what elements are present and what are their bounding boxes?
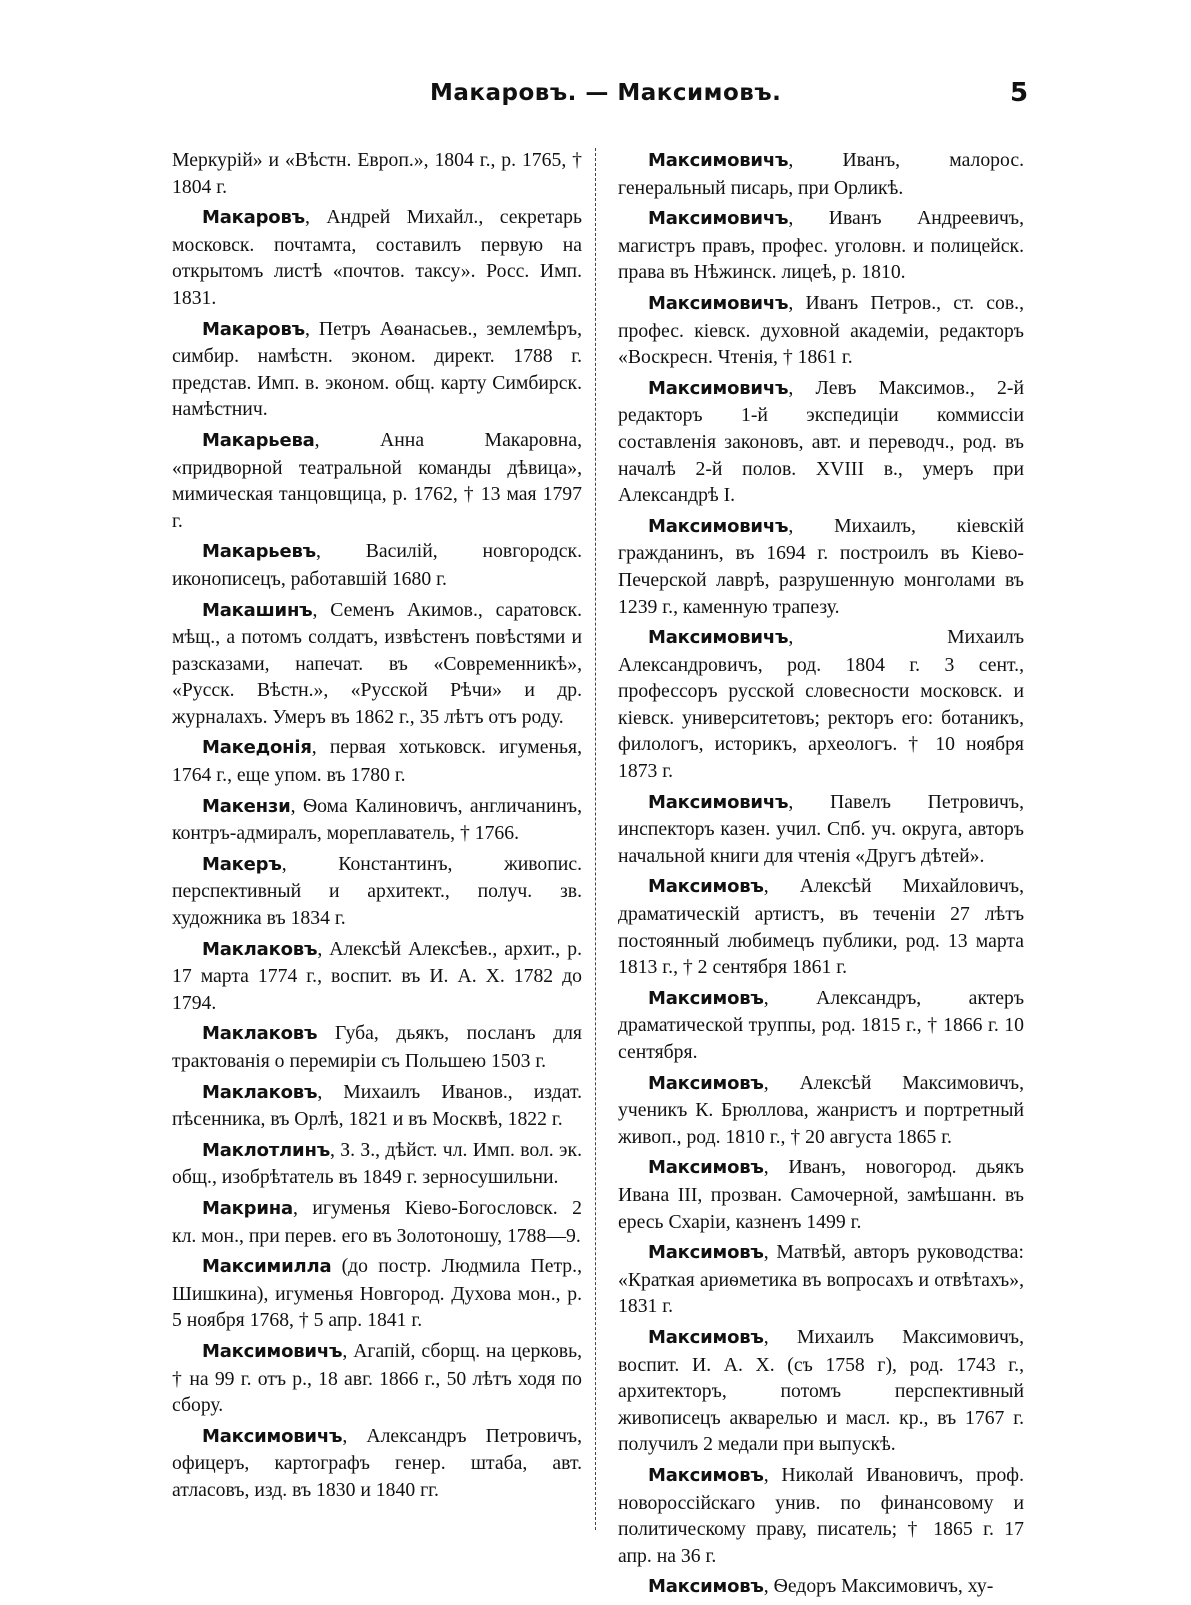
running-title: Макаровъ. — Максимовъ. [430, 80, 782, 106]
entry-headword: Максимилла [202, 1256, 332, 1278]
entry-headword: Максимовъ [648, 987, 764, 1009]
entry-headword: Максимовичъ [648, 208, 789, 230]
entry-text: , Ѳома Калиновичъ, англичанинъ, контръ-адмиралъ, мореплаватель, † 1766. [172, 794, 582, 845]
dictionary-entry [172, 597, 582, 731]
entry-text: , Михаилъ Иванов., издат. пѣсенника, въ Орлѣ, 1821 и въ Москвѣ, 1822 г. [172, 1080, 582, 1131]
entry-headword: Маклаковъ [202, 1023, 318, 1045]
entry-headword: Макарьева [202, 429, 315, 451]
entry-text: , Алексѣй Максимовичъ, ученикъ К. Брюллова, жанристъ и портретный живоп., род. 1810 г., † 20 августа 1865 г. [618, 1071, 1024, 1148]
dictionary-entry [172, 538, 582, 592]
entry-text: , Ѳедоръ Максимовичъ, ху- [763, 1575, 994, 1598]
page-header [0, 80, 1191, 120]
entry-headword: Максимовъ [648, 1464, 764, 1486]
entry-text: , Анна Макаровна, «придворной театральной команды дѣвица», мимическая танцовщица, р. 1762, † 13 мая 1797 г. [172, 428, 582, 532]
entry-text: , Иванъ, новогород. дьякъ Ивана III, прозван. Самочерной, замѣшанн. въ ересь Схаріи, казненъ 1499 г. [618, 1156, 1024, 1233]
dictionary-entry [172, 793, 582, 847]
entry-text: Губа, дьякъ, посланъ для трактованія о перемиріи съ Польшею 1503 г. [172, 1022, 582, 1072]
entry-headword: Маклотлинъ [202, 1139, 331, 1161]
dictionary-entry [172, 204, 582, 311]
column-divider [595, 148, 596, 1530]
entry-headword: Максимовъ [648, 1326, 764, 1348]
dictionary-entry [618, 513, 1024, 620]
entry-headword: Максимовичъ [648, 292, 789, 314]
entry-text: Меркурій» и «Вѣстн. Европ.», 1804 г., р. 1765, † 1804 г. [172, 149, 582, 198]
dictionary-entry [618, 624, 1024, 785]
dictionary-entry [172, 427, 582, 534]
entry-text: , Павелъ Петровичъ, инспекторъ казен. учил. Спб. уч. округа, авторъ начальной книги для чтенія «Другъ дѣтей». [618, 790, 1024, 867]
dictionary-entry [172, 1195, 582, 1249]
entry-text: , Александръ Петровичъ, офицеръ, картографъ генер. штаба, авт. атласовъ, изд. въ 1830 и 1840 гг. [172, 1424, 582, 1501]
entry-headword: Макензи [202, 795, 291, 817]
entry-headword: Макрина [202, 1197, 293, 1219]
entry-text: , Константинъ, живопис. перспективный и архитект., получ. зв. художника въ 1834 г. [172, 852, 582, 930]
entry-headword: Максимовичъ [648, 150, 789, 171]
right-column [618, 147, 1024, 1605]
entry-text: , игуменья Кіево-Богословск. 2 кл. мон., при перев. его въ Золотоношу, 1788—9. [172, 1196, 582, 1247]
entry-text: , Михаилъ Александровичъ, род. 1804 г. 3 сент., профессоръ русской словесности московск. и кіевск. университетовъ; ректоръ его: ботаникъ, филологъ, историкъ, археологъ. † 10 ноября 1873 г. [618, 626, 1024, 783]
entry-text: , Петръ Аѳанасьев., землемѣръ, симбир. намѣстн. эконом. директ. 1788 г. представ. Имп. в. эконом. общ. карту Симбирск. намѣстнич. [172, 317, 582, 421]
entry-headword: Максимовъ [648, 1157, 764, 1179]
dictionary-entry [618, 290, 1024, 371]
dictionary-entry [172, 936, 582, 1017]
dictionary-entry [618, 1573, 1024, 1601]
entry-headword: Максимовичъ [648, 627, 789, 649]
dictionary-entry [618, 1070, 1024, 1151]
entry-headword: Максимовъ [648, 1072, 764, 1094]
dictionary-entry [172, 1079, 582, 1133]
dictionary-entry [618, 1239, 1024, 1320]
entry-text: (до постр. Людмила Петр., Шишкина), игуменья Новгород. Духова мон., р. 5 ноября 1768, † 5 апр. 1841 г. [172, 1255, 582, 1332]
entry-headword: Максимовъ [648, 1576, 764, 1598]
entry-headword: Македонія [202, 737, 312, 759]
entry-headword: Максимовичъ [648, 377, 789, 399]
dictionary-entry [172, 147, 582, 200]
entry-headword: Максимовичъ [648, 515, 789, 537]
dictionary-entry [618, 985, 1024, 1066]
entry-text: , Иванъ, малорос. генеральный писарь, при Орликѣ. [618, 149, 1024, 199]
entry-headword: Максимовъ [648, 1242, 764, 1264]
entry-text: , Николай Ивановичъ, проф. новороссійскаго унив. по финансовому и политическому праву, писатель; † 1865 г. 17 апр. на 36 г. [618, 1463, 1024, 1567]
entry-headword: Максимовичъ [648, 791, 789, 813]
entry-text: , Иванъ Петров., ст. сов., профес. кіевск. духовной академіи, редакторъ «Воскресн. Чтенія, † 1861 г. [618, 291, 1024, 369]
entry-headword: Максимовъ [648, 876, 764, 898]
dictionary-entry [172, 1020, 582, 1074]
page-number: 5 [1010, 78, 1029, 108]
entry-headword: Макаровъ [202, 207, 305, 229]
dictionary-entry [618, 1324, 1024, 1458]
entry-text: , Алексѣй Михайловичъ, драматическій артистъ, въ теченіи 27 лѣтъ постоянный любимецъ публики, род. 13 марта 1813 г., † 2 сентября 1861 г. [618, 875, 1024, 979]
entry-headword: Маклаковъ [202, 938, 318, 960]
dictionary-entry [618, 1462, 1024, 1569]
dictionary-entry [172, 1338, 582, 1419]
dictionary-entry [618, 205, 1024, 286]
entry-text: , Агапій, сборщ. на церковь, † на 99 г. отъ р., 18 авг. 1866 г., 50 лѣтъ ходя по сбору. [172, 1339, 582, 1417]
entry-headword: Максимовичъ [202, 1425, 343, 1447]
entry-text: , Матвѣй, авторъ руководства: «Краткая ариѳметика въ вопросахъ и отвѣтахъ», 1831 г. [618, 1241, 1024, 1318]
entry-text: , З. З., дѣйст. чл. Имп. вол. эк. общ., изобрѣтатель въ 1849 г. зерносушильни. [172, 1138, 582, 1189]
dictionary-entry [172, 1253, 582, 1334]
entry-text: , Левъ Максимов., 2-й редакторъ 1-й экспедиціи коммиссіи составленія законовъ, авт. и переводч., род. въ началѣ 2-й полов. XVIII в., умеръ при Александрѣ I. [618, 376, 1024, 507]
entry-text: , Михаилъ, кіевскій гражданинъ, въ 1694 г. построилъ въ Кіево-Печерской лаврѣ, разрушенную монголами въ 1239 г., каменную трапезу. [618, 514, 1024, 618]
dictionary-entry [618, 375, 1024, 509]
entry-headword: Макаровъ [202, 318, 305, 340]
left-column [172, 147, 582, 1508]
dictionary-entry [172, 1137, 582, 1191]
dictionary-entry [618, 873, 1024, 980]
dictionary-entry [172, 1423, 582, 1504]
entry-text: , Алексѣй Алексѣев., архит., р. 17 марта 1774 г., воспит. въ И. А. Х. 1782 до 1794. [172, 937, 582, 1014]
dictionary-entry [172, 851, 582, 932]
entry-text: , Александръ, актеръ драматической труппы, род. 1815 г., † 1866 г. 10 сентября. [618, 986, 1024, 1063]
dictionary-entry [618, 789, 1024, 870]
entry-headword: Макашинъ [202, 599, 313, 621]
dictionary-entry [618, 1154, 1024, 1235]
entry-text: , Андрей Михайл., секретарь московск. почтамта, составилъ первую на открытомъ листѣ «почтов. таксу». Росс. Имп. 1831. [172, 206, 582, 309]
entry-headword: Максимовичъ [202, 1340, 343, 1362]
dictionary-entry [172, 734, 582, 788]
entry-text: , Михаилъ Максимовичъ, воспит. И. А. Х. (съ 1758 г), род. 1743 г., архитекторъ, потомъ перспективный живописецъ акварелью и масл. кр., въ 1767 г. получилъ 2 медали при выпускѣ. [618, 1325, 1024, 1456]
entry-text: , Семенъ Акимов., саратовск. мѣщ., а потомъ солдатъ, извѣстенъ повѣстями и разсказами, напечат. въ «Современникѣ», «Русск. Вѣстн.», «Русской Рѣчи» и др. журналахъ. Умеръ въ 1862 г., 35 лѣтъ отъ роду. [172, 598, 582, 728]
entry-text: , Василій, новгородск. иконописецъ, работавшій 1680 г. [172, 540, 582, 590]
entry-text: , Иванъ Андреевичъ, магистръ правъ, профес. уголовн. и полицейск. права въ Нѣжинск. лицеѣ, р. 1810. [618, 207, 1024, 284]
entry-headword: Макеръ [202, 853, 282, 875]
entry-text: , первая хотьковск. игуменья, 1764 г., еще упом. въ 1780 г. [172, 736, 582, 787]
entry-headword: Маклаковъ [202, 1081, 318, 1103]
dictionary-entry [172, 316, 582, 423]
dictionary-entry [618, 147, 1024, 201]
entry-headword: Макарьевъ [202, 541, 317, 563]
